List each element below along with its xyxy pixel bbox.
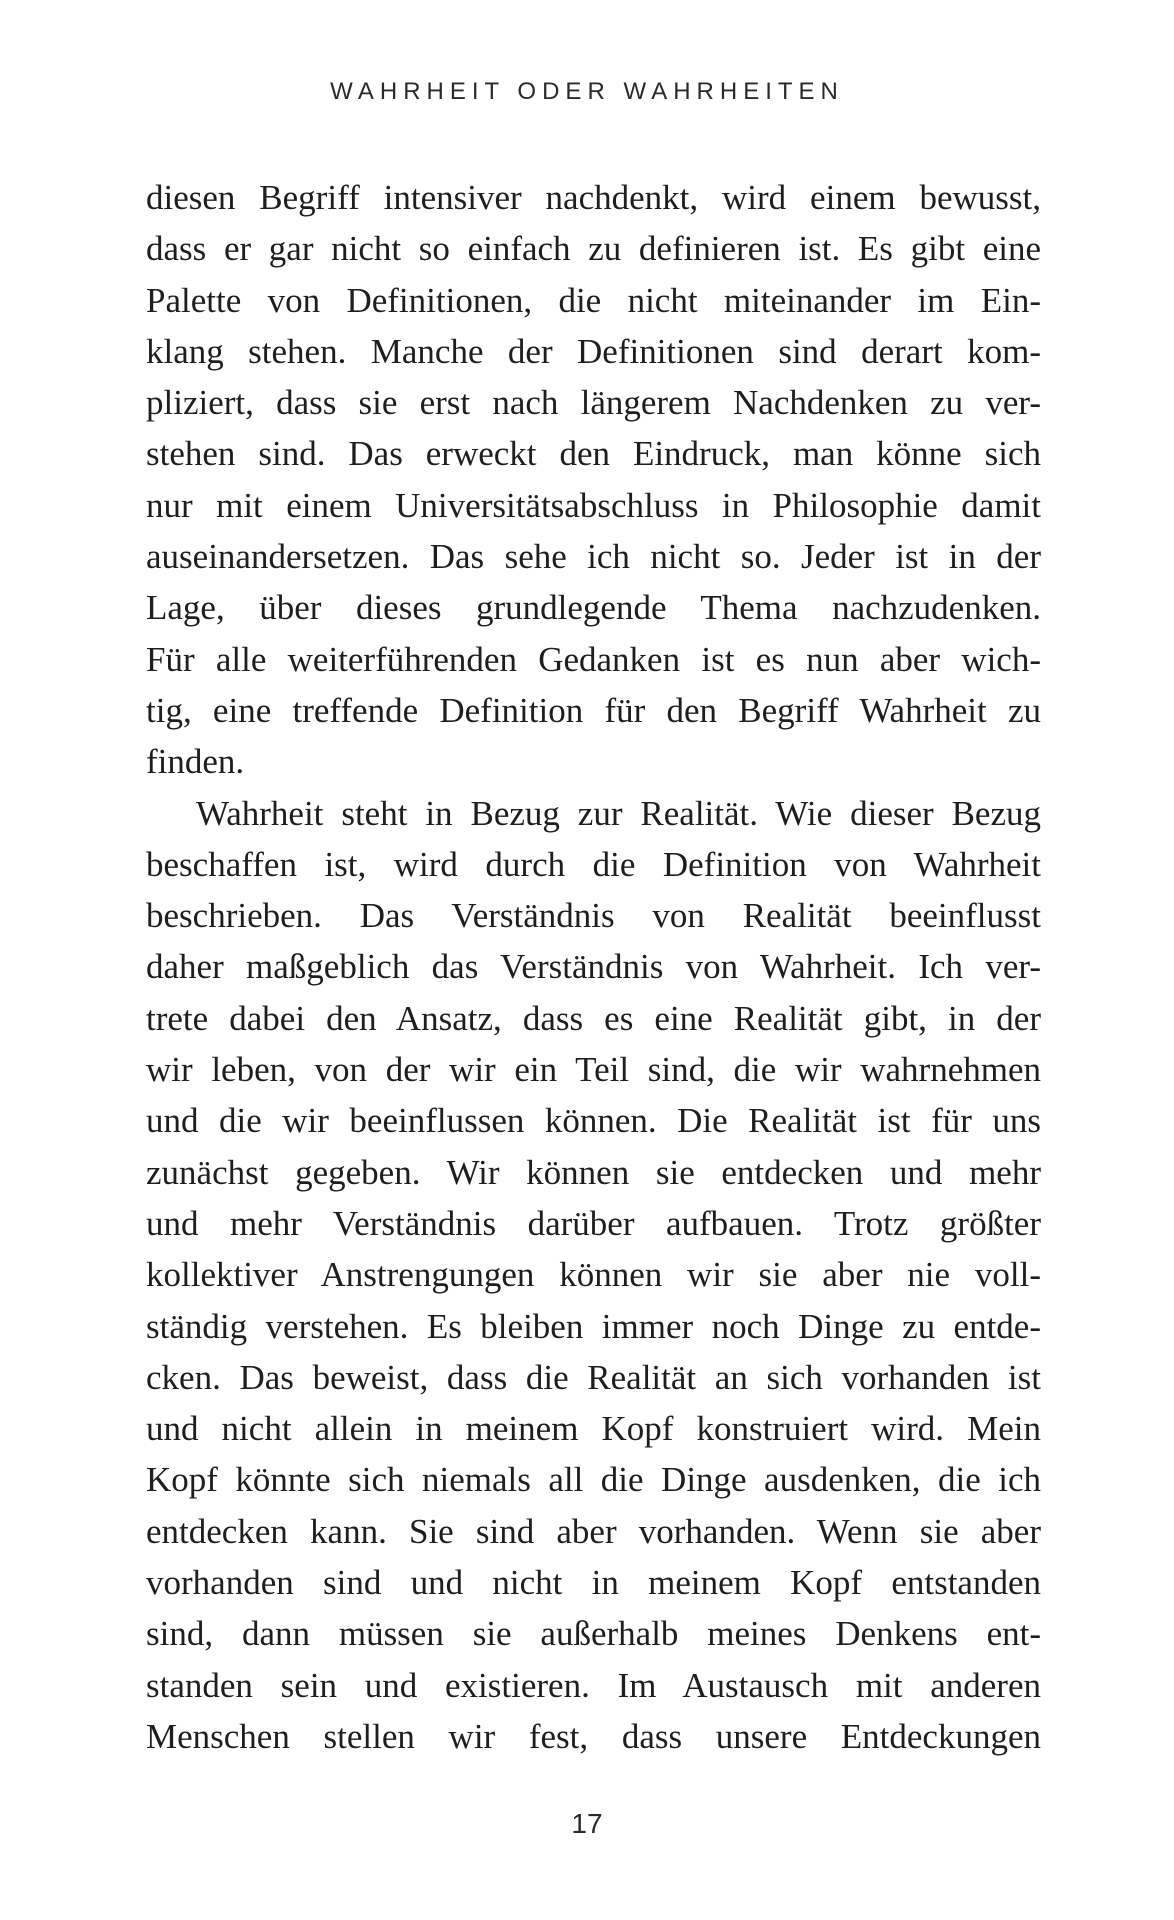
text-line: dass er gar nicht so einfach zu definieren ist. Es gibt eine: [146, 229, 1041, 269]
text-line: tig, eine treffende Definition für den Begriff Wahrheit zu: [146, 690, 1041, 730]
text-line: daher maßgeblich das Verständnis von Wahrheit. Ich ver-: [146, 947, 1041, 987]
paragraph-2: [146, 788, 1041, 1763]
text-line: Lage, über dieses grundlegende Thema nachzudenken.: [146, 588, 1041, 628]
text-line: ständig verstehen. Es bleiben immer noch Dinge zu entde-: [146, 1306, 1041, 1346]
text-line: vorhanden sind und nicht in meinem Kopf entstanden: [146, 1563, 1041, 1603]
text-line: beschrieben. Das Verständnis von Realität beeinflusst: [146, 896, 1041, 936]
text-line: Menschen stellen wir fest, dass unsere Entdeckungen: [146, 1716, 1041, 1756]
text-line: entdecken kann. Sie sind aber vorhanden. Wenn sie aber: [146, 1511, 1041, 1551]
text-line: Für alle weiterführenden Gedanken ist es nun aber wich-: [146, 639, 1041, 679]
text-line: pliziert, dass sie erst nach längerem Nachdenken zu ver-: [146, 383, 1041, 423]
text-line: und nicht allein in meinem Kopf konstruiert wird. Mein: [146, 1409, 1041, 1449]
text-line: wir leben, von der wir ein Teil sind, die wir wahrnehmen: [146, 1050, 1041, 1090]
text-line: und die wir beeinflussen können. Die Realität ist für uns: [146, 1101, 1041, 1141]
text-line: trete dabei den Ansatz, dass es eine Realität gibt, in der: [146, 998, 1041, 1038]
text-line: nur mit einem Universitätsabschluss in Philosophie damit: [146, 485, 1041, 525]
text-line: beschaffen ist, wird durch die Definition von Wahrheit: [146, 844, 1041, 884]
text-line: finden.: [146, 742, 245, 782]
text-line: standen sein und existieren. Im Austausch mit anderen: [146, 1665, 1041, 1705]
text-line: zunächst gegeben. Wir können sie entdecken und mehr: [146, 1152, 1041, 1192]
page-number: 17: [571, 1808, 603, 1839]
text-line: Wahrheit steht in Bezug zur Realität. Wie dieser Bezug: [196, 793, 1041, 833]
text-line: und mehr Verständnis darüber aufbauen. Trotz größter: [146, 1203, 1041, 1243]
body-text: [146, 172, 1041, 1762]
text-line: Kopf könnte sich niemals all die Dinge ausdenken, die ich: [146, 1460, 1041, 1500]
running-header: WAHRHEIT ODER WAHRHEITEN: [330, 78, 844, 105]
text-line: Palette von Definitionen, die nicht miteinander im Ein-: [146, 280, 1041, 320]
text-line: kollektiver Anstrengungen können wir sie aber nie voll-: [146, 1255, 1041, 1295]
paragraph-1: [146, 172, 1041, 788]
text-line: sind, dann müssen sie außerhalb meines Denkens ent-: [146, 1614, 1041, 1654]
text-line: stehen sind. Das erweckt den Eindruck, man könne sich: [146, 434, 1041, 474]
text-line: diesen Begriff intensiver nachdenkt, wird einem bewusst,: [146, 178, 1041, 217]
text-line: klang stehen. Manche der Definitionen sind derart kom-: [146, 331, 1041, 371]
text-line: auseinandersetzen. Das sehe ich nicht so. Jeder ist in der: [146, 537, 1041, 577]
text-line: cken. Das beweist, dass die Realität an sich vorhanden ist: [146, 1357, 1041, 1397]
